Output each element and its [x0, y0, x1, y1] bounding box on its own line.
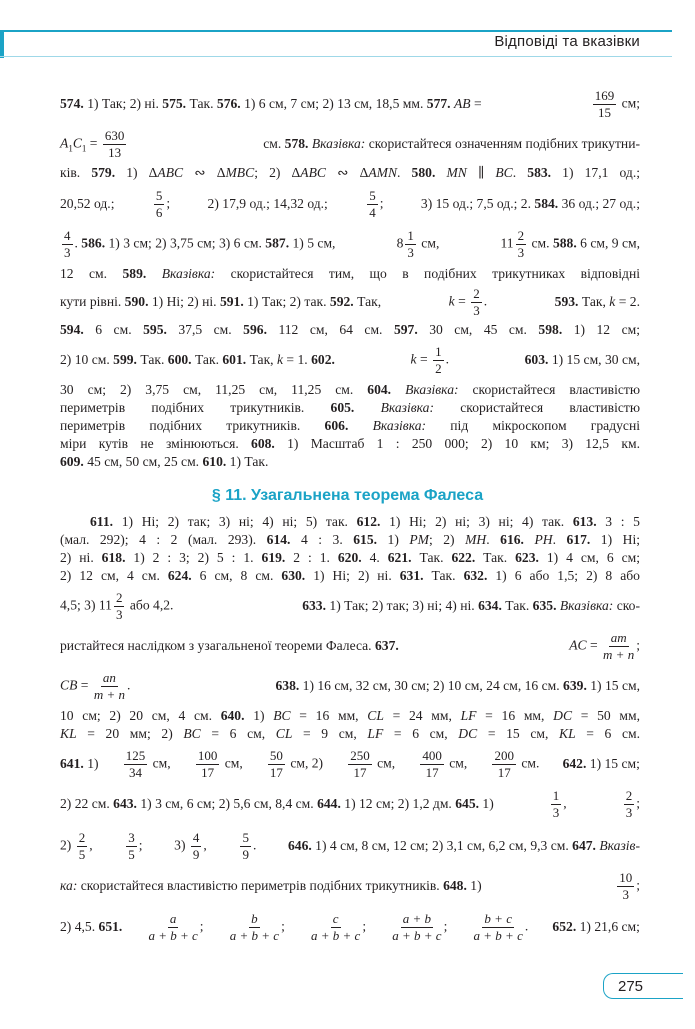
text-line: 10 см; 2) 20 см, 4 см. 640. 1) BC = 16 мм, CL = 24 мм, LF = 16 мм, DC = 50 мм, [60, 708, 640, 723]
text-line: ка: скористайтеся властивістю периметрів подібних трикутників. 648. 1) $\frac{10}{3}$ ; [60, 869, 640, 902]
text-line: 574. 1) Так; 2) ні. 575. Так. 576. 1) 6 см, 7 см; 2) 13 см, 18,5 мм. 577. AB = $\frac{169}{15}$ см; [60, 87, 640, 120]
text-line: (мал. 292); 4 : 2 (мал. 293). 614. 4 : 3. 615. 1) PM; 2) MH. 616. PH. 617. 1) Ні; [60, 532, 640, 547]
header-rule-top [0, 30, 672, 32]
text-line: 12 см. 589. Вказівка: скористайтеся тим, що в подібних трикутниках відповідні [60, 266, 640, 281]
text-line: 611. 1) Ні; 2) так; 3) ні; 4) ні; 5) так. 612. 1) Ні; 2) ні; 3) ні; 4) так. 613. 3 : 5 [90, 514, 640, 529]
text-line: KL = 20 мм; 2) BC = 6 см, CL = 9 см, LF = 6 см, DC = 15 см, KL = 6 см. [60, 726, 641, 741]
text-line: периметрів подібних трикутників. 606. Вказівка: під мікроскопом градусні [60, 418, 641, 433]
text-line: 2) 12 см, 4 см. 624. 6 см, 8 см. 630. 1) Ні; 2) ні. 631. Так. 632. 1) 6 або 1,5; 2) 8 або [60, 568, 640, 583]
text-line: 609. 45 см, 50 см, 25 см. 610. 1) Так. [60, 454, 269, 469]
text-line: 2) 10 см. 599. Так. 600. Так. 601. Так, k = 1. 602. k = $\frac{1}{2}$ . 603. 1) 15 см, 30 см, [60, 343, 640, 376]
text-line: 2) ні. 618. 1) 2 : 3; 2) 5 : 1. 619. 2 : 1. 620. 4. 621. Так. 622. Так. 623. 1) 4 см, 6 см; [60, 550, 640, 565]
text-line: 20,52 од.; $\frac{5}{6}$ ; 2) 17,9 од.; 14,32 од.; $\frac{5}{4}$ ; 3) 15 од.; 7,5 од.; 2. 584. 36 од.; 27 од.; [60, 187, 640, 220]
text-line: міри кутів не змінюються. 608. 1) Масштаб 1 : 250 000; 2) 10 км; 3) 12,5 км. [60, 436, 640, 451]
text-line: 594. 6 см. 595. 37,5 см. 596. 112 см, 64 см. 597. 30 см, 45 см. 598. 1) 12 см; [60, 322, 641, 337]
text-line: кути рівні. 590. 1) Ні; 2) ні. 591. 1) Так; 2) так. 592. Так, k = $\frac{2}{3}$ . 593. Так, k = 2. [60, 285, 640, 318]
text-line: 641. 1) $\frac{125}{34}$ см, $\frac{100}{17}$ см, $\frac{50}{17}$ см, 2) $\frac{250}{17}$ см, $\frac{400}{17}$ см, $\frac{200}{17}$ см. 642. 1) 15 см; [60, 747, 640, 780]
header-rule-bottom [0, 56, 672, 57]
text-line: 4,5; 3) 11 $\frac{2}{3}$ або 4,2. 633. 1) Так; 2) так; 3) ні; 4) ні. 634. Так. 635. Вказівка: ско- [60, 589, 640, 622]
header-accent-bar [0, 30, 4, 58]
text-line: CB = $\frac{an}{m + n}$ . 638. 1) 16 см, 32 см, 30 см; 2) 10 см, 24 см, 16 см. 639. 1) 15 см, [60, 669, 640, 702]
text-line: 2) 4,5. 651. $\frac{a}{a + b + c}$ ; $\frac{b}{a + b + c}$ ; $\frac{c}{a + b + c}$ ; $\frac{a + b}{a + b + c}$ ; $\frac{b + c}{a + b + c}$ . 652. 1) 21,6 см; [60, 910, 640, 943]
running-header: Відповіді та вказівки [494, 33, 640, 50]
page-number: 275 [603, 973, 683, 999]
text-line: 2) 22 см. 643. 1) 3 см, 6 см; 2) 5,6 см, 8,4 см. 644. 1) 12 см; 2) 1,2 дм. 645. 1) $\frac{1}{3}$ , $\frac{2}{3}$ ; [60, 787, 640, 820]
text-line: $\frac{4}{3}$ . 586. 1) 3 см; 2) 3,75 см; 3) 6 см. 587. 1) 5 см, 8 $\frac{1}{3}$ см, 11 $\frac{2}{3}$ см. 588. 6 см, 9 см, [64, 227, 640, 260]
text-line: $A_1C_1$ = $\frac{630}{13}$ см. 578. Вказівка: скористайтеся означенням подібних трикутни- [60, 127, 640, 160]
section-heading: § 11. Узагальнена теорема Фалеса [211, 487, 484, 504]
text-line: 2) $\frac{2}{5}$ , $\frac{3}{5}$ ; 3) $\frac{4}{9}$ , $\frac{5}{9}$ . 646. 1) 4 см, 8 см, 12 см; 2) 3,1 см, 6,2 см, 9,3 см. 647. Вказів- [60, 829, 640, 862]
text-line: ристайтеся наслідком з узагальненої теореми Фалеса. 637. AC = $\frac{am}{m + n}$ ; [60, 629, 640, 662]
text-line: 30 см; 2) 3,75 см, 11,25 см, 11,25 см. 604. Вказівка: скористайтеся властивістю [60, 382, 640, 397]
text-line: периметрів подібних трикутників. 605. Вказівка: скористайтеся властивістю [60, 400, 640, 415]
text-line: ків. 579. 1) ΔABC ∾ ΔMBC; 2) ΔABC ∾ ΔAMN. 580. MN ∥ BC. 583. 1) 17,1 од.; [60, 165, 641, 180]
